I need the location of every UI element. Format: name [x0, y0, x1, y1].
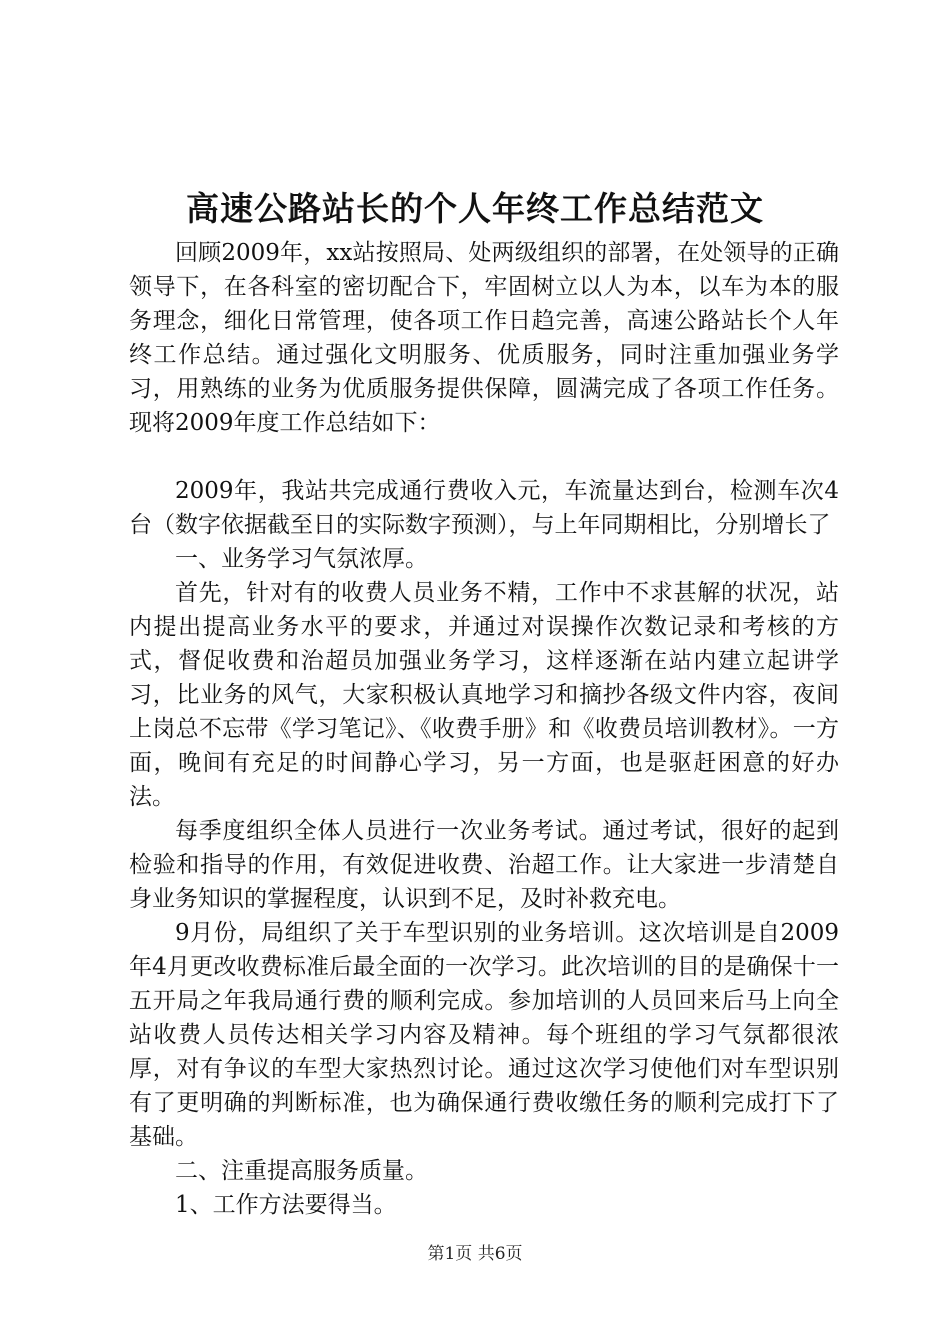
section-heading-2: 二、注重提高服务质量。 — [175, 1158, 428, 1184]
paragraph-intro: 回顾2009年，xx站按照局、处两级组织的部署，在处领导的正确领导下，在各科室的密切配合下，牢固树立以人为本，以车为本的服务理念，细化日常管理，使各项工作日趋完善，高速公路站长个人年终工作总结。通过强化文明服务、优质服务，同时注重加强业务学习，用熟练的业务为优质服务提供保障，圆满完成了各项工作任务。现将2009年度工作总结如下： — [129, 240, 839, 436]
paragraph-study-2: 每季度组织全体人员进行一次业务考试。通过考试，很好的起到检验和指导的作用，有效促进收费、治超工作。让大家进一步清楚自身业务知识的掌握程度，认识到不足，及时补救充电。 — [129, 818, 839, 912]
section-heading-1: 一、业务学习气氛浓厚。 — [175, 546, 428, 572]
subsection-heading-1: 1、工作方法要得当。 — [175, 1192, 397, 1218]
paragraph-study-3: 9月份，局组织了关于车型识别的业务培训。这次培训是自2009年4月更改收费标准后最全面的一次学习。此次培训的目的是确保十一五开局之年我局通行费的顺利完成。参加培训的人员回来后马上向全站收费人员传达相关学习内容及精神。每个班组的学习气氛都很浓厚，对有争议的车型大家热烈讨论。通过这次学习使他们对车型识别有了更明确的判断标准，也为确保通行费收缴任务的顺利完成打下了基础。 — [129, 920, 839, 1150]
paragraph-study-1: 首先，针对有的收费人员业务不精，工作中不求甚解的状况，站内提出提高业务水平的要求，并通过对误操作次数记录和考核的方式，督促收费和治超员加强业务学习，这样逐渐在站内建立起讲学习，比业务的风气，大家积极认真地学习和摘抄各级文件内容，夜间上岗总不忘带《学习笔记》、《收费手册》和《收费员培训教材》。一方面，晚间有充足的时间静心学习，另一方面，也是驱赶困意的好办法。 — [129, 580, 839, 810]
document-title: 高速公路站长的个人年终工作总结范文 — [186, 189, 764, 228]
document-body — [129, 236, 839, 1222]
paragraph-statistics: 2009年，我站共完成通行费收入元，车流量达到台，检测车次4台（数字依据截至日的实际数字预测），与上年同期相比，分别增长了 — [129, 478, 839, 538]
page-number-footer: 第1页 共6页 — [427, 1244, 523, 1264]
